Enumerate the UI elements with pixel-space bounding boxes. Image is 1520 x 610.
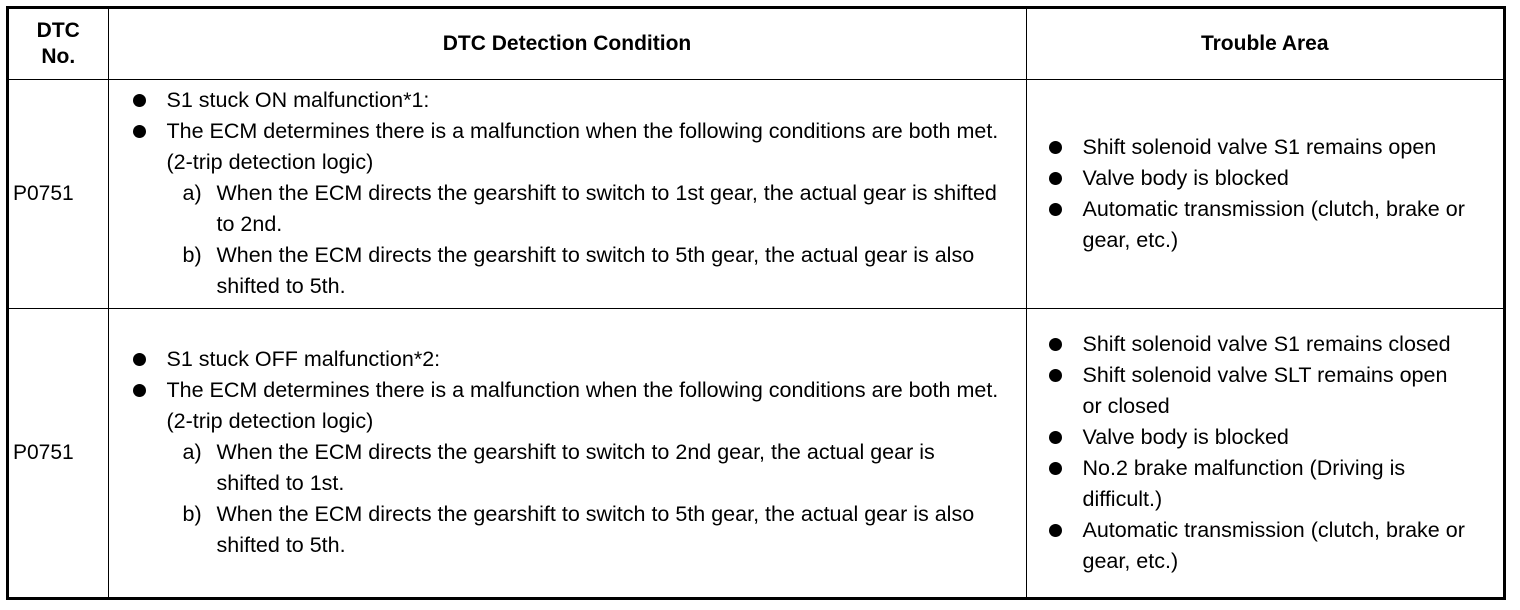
trouble-bullet: Automatic transmission (clutch, brake or gear, etc.) [1049,194,1496,256]
header-row [9,9,1503,79]
subitem-marker: b) [182,243,202,267]
trouble-bullet: Shift solenoid valve SLT remains open or closed [1049,360,1456,422]
trouble-bullet: Shift solenoid valve S1 remains open [1049,132,1496,163]
subitem-text: When the ECM directs the gearshift to switch to 2nd gear, the actual gear is shifted to 1st. [216,440,935,496]
trouble-bullet: Valve body is blocked [1049,422,1456,453]
trouble-bullet: Valve body is blocked [1049,163,1496,194]
trouble-bullet: Automatic transmission (clutch, brake or gear, etc.) [1049,515,1496,577]
trouble-area-cell [1026,79,1503,308]
condition-bullet: The ECM determines there is a malfunction when the following conditions are both met. (2-trip detection logic) [133,116,1020,178]
table-row [9,308,1503,597]
condition-subitem [133,437,1020,499]
trouble-bullet: No.2 brake malfunction (Driving is difficult.) [1049,453,1456,515]
dtc-table-grid [9,9,1503,597]
trouble-area-cell [1026,308,1503,597]
trouble-bullet: Shift solenoid valve S1 remains closed [1049,329,1456,360]
subitem-marker: b) [182,502,202,527]
header-dtc-no: DTC No. [9,9,108,79]
subitem-marker: a) [182,440,202,465]
condition-bullet: S1 stuck ON malfunction*1: [133,85,1020,116]
subitem-text: When the ECM directs the gearshift to switch to 1st gear, the actual gear is shifted to 2nd. [216,181,997,236]
table-row [9,79,1503,308]
dtc-table [6,6,1506,600]
condition-bullet: S1 stuck OFF malfunction*2: [133,344,1020,375]
dtc-code: P0751 [9,79,108,308]
detection-condition-cell [108,79,1026,308]
condition-subitem [133,178,1020,240]
dtc-code: P0751 [9,308,108,597]
subitem-text: When the ECM directs the gearshift to switch to 5th gear, the actual gear is also shifted to 5th. [216,502,975,558]
header-trouble-area: Trouble Area [1026,9,1503,79]
condition-subitem [133,499,1020,561]
condition-bullet: The ECM determines there is a malfunction when the following conditions are both met.(2-trip detection logic) [133,375,1020,437]
detection-condition-cell [108,308,1026,597]
subitem-marker: a) [182,181,202,205]
subitem-text: When the ECM directs the gearshift to switch to 5th gear, the actual gear is also shifted to 5th. [216,243,975,298]
condition-subitem [133,240,1020,302]
header-detection-condition: DTC Detection Condition [108,9,1026,79]
